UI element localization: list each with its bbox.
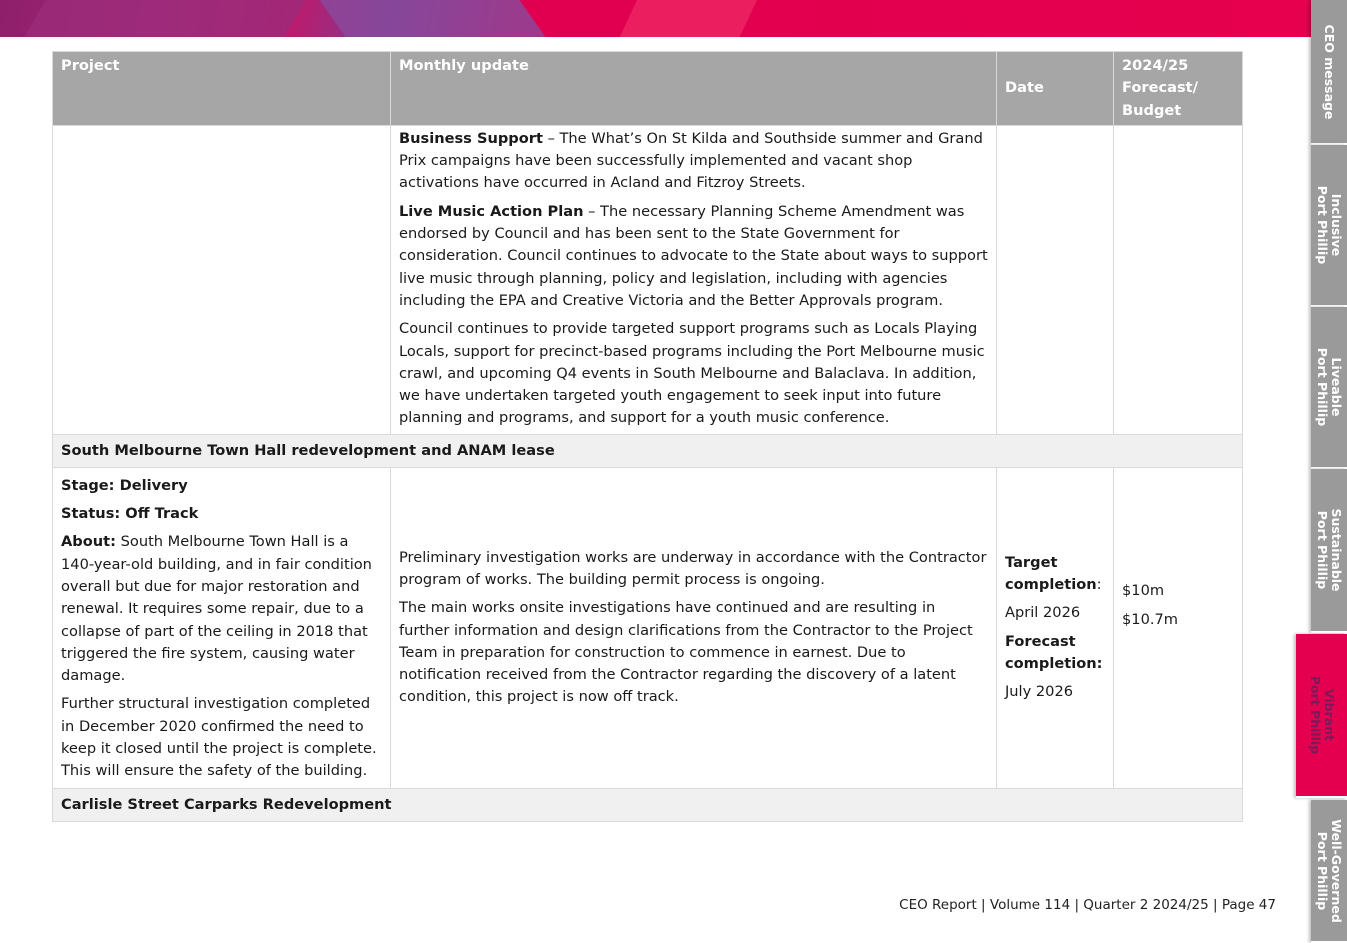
tab-label: [1315, 819, 1343, 923]
section-title: South Melbourne Town Hall redevelopment and ANAM lease: [53, 434, 1243, 467]
budget-cell: [1114, 467, 1243, 788]
target-completion-value: April 2026: [1005, 604, 1081, 622]
tab-label: [1315, 508, 1343, 591]
header-date: Date: [997, 52, 1114, 126]
budget-value: $10m: [1122, 582, 1165, 600]
forecast-completion-value: July 2026: [1005, 683, 1074, 701]
table-header-row: [53, 52, 1243, 126]
tab-well-governed[interactable]: [1311, 800, 1347, 943]
update-paragraph: [399, 128, 988, 195]
tab-label-line: Liveable: [1329, 357, 1344, 417]
forecast-budget-value: $10.7m: [1122, 610, 1178, 628]
update-paragraph: Preliminary investigation works are underway in accordance with the Contractor program of works. The building permit process is ongoing.: [399, 548, 987, 588]
project-cell: [53, 467, 391, 788]
table-row: [53, 125, 1243, 434]
about-text: South Melbourne Town Hall is a 140-year-old building, and in fair condition overall but due for major restoration and renewal. It requires some repair, due to a collapse of part of the ceiling in 2018 that triggered the fire system, causing water damage.: [61, 533, 372, 685]
target-label: Target: [1005, 553, 1058, 571]
header-budget: [1114, 52, 1243, 126]
forecast-completion-label: [1005, 631, 1105, 676]
monthly-update-cell: [391, 467, 997, 788]
project-status: Status: Off Track: [61, 505, 199, 523]
project-about: [61, 531, 382, 687]
tab-label: [1315, 186, 1343, 264]
update-heading: Live Music Action Plan: [399, 202, 584, 220]
tab-label: [1315, 348, 1343, 426]
header-budget-line: Budget: [1122, 101, 1182, 119]
update-text: – The What’s On St Kilda and Southside summer and Grand Prix campaigns have been successfully implemented and vacant shop activations have occurred in Acland and Fitzroy Streets.: [399, 129, 983, 192]
tab-label: [1322, 24, 1336, 119]
tab-ceo-message[interactable]: [1311, 0, 1347, 145]
update-heading: Business Support: [399, 129, 543, 147]
tab-label: [1308, 676, 1336, 754]
header-budget-line: 2024/25: [1122, 57, 1189, 74]
target-colon: :: [1096, 576, 1102, 594]
banner-shape: [17, 0, 323, 37]
target-completion-label: [1005, 552, 1105, 597]
tab-label-line: Port Phillip: [1315, 510, 1330, 590]
tab-label-line: Port Phillip: [1315, 347, 1330, 427]
update-paragraph: Council continues to provide targeted support programs such as Locals Playing Locals, support for precinct-based programs including the Port Melbourne music crawl, and upcoming Q4 events in South Melbourne and Balaclava. In addition, we have undertaken targeted youth engagement to seek input into future planning and programs, and support for a youth music conference.: [399, 320, 985, 427]
section-title: Carlisle Street Carparks Redevelopment: [53, 788, 1243, 821]
section-row: [53, 434, 1243, 467]
tab-label-line: Sustainable: [1329, 508, 1344, 592]
header-project: Project: [53, 52, 391, 126]
header-budget-line: Forecast/: [1122, 79, 1198, 97]
tab-liveable[interactable]: [1311, 307, 1347, 469]
side-navigation: [1307, 0, 1347, 941]
project-further: Further structural investigation completed in December 2020 confirmed the need to keep it closed until the project is complete. This will ensure the safety of the building.: [61, 695, 377, 780]
tab-label-line: Vibrant: [1321, 688, 1337, 742]
tab-label-line: Port Phillip: [1315, 831, 1330, 910]
tab-label-line: Port Phillip: [1307, 675, 1323, 755]
tab-inclusive[interactable]: [1311, 145, 1347, 307]
update-text: – The necessary Planning Scheme Amendment was endorsed by Council and has been sent to the State Government for consideration. Council continues to advocate to the State about ways to support live music through planning, policy and legislation, including with agencies including the EPA and Creative Victoria and the Better Approvals program.: [399, 202, 988, 309]
tab-label-line: Inclusive: [1329, 193, 1344, 257]
header-monthly-update: Monthly update: [391, 52, 997, 126]
tab-label-line: Port Phillip: [1315, 185, 1330, 265]
date-cell: [997, 467, 1114, 788]
tab-label-line: CEO message: [1322, 24, 1337, 119]
tab-sustainable[interactable]: [1311, 469, 1347, 633]
date-cell-empty: [997, 125, 1114, 434]
monthly-update-cell: [391, 125, 997, 434]
forecast-label: completion:: [1005, 654, 1103, 672]
tab-vibrant[interactable]: [1296, 634, 1347, 798]
update-paragraph: The main works onsite investigations have continued and are resulting in further information and design clarifications from the Contractor to the Project Team in preparation for construction to commence in earnest. Due to notification received from the Contractor regarding the discovery of a latent condition, this project is now off track.: [399, 599, 973, 706]
banner-shape: [614, 0, 767, 37]
project-cell-empty: [53, 125, 391, 434]
project-stage: Stage: Delivery: [61, 476, 188, 494]
table-row: [53, 467, 1243, 788]
tab-label-line: Well-Governed: [1329, 818, 1344, 923]
update-paragraph: [399, 201, 988, 312]
top-banner: [0, 0, 1312, 37]
page-footer: CEO Report | Volume 114 | Quarter 2 2024/25 | Page 47: [899, 897, 1276, 913]
banner-shape: [305, 0, 554, 37]
budget-cell-empty: [1114, 125, 1243, 434]
target-label: completion: [1005, 576, 1097, 594]
project-table: [52, 51, 1243, 822]
forecast-label: Forecast: [1005, 632, 1076, 650]
about-label: About:: [61, 533, 116, 551]
section-row: [53, 788, 1243, 821]
